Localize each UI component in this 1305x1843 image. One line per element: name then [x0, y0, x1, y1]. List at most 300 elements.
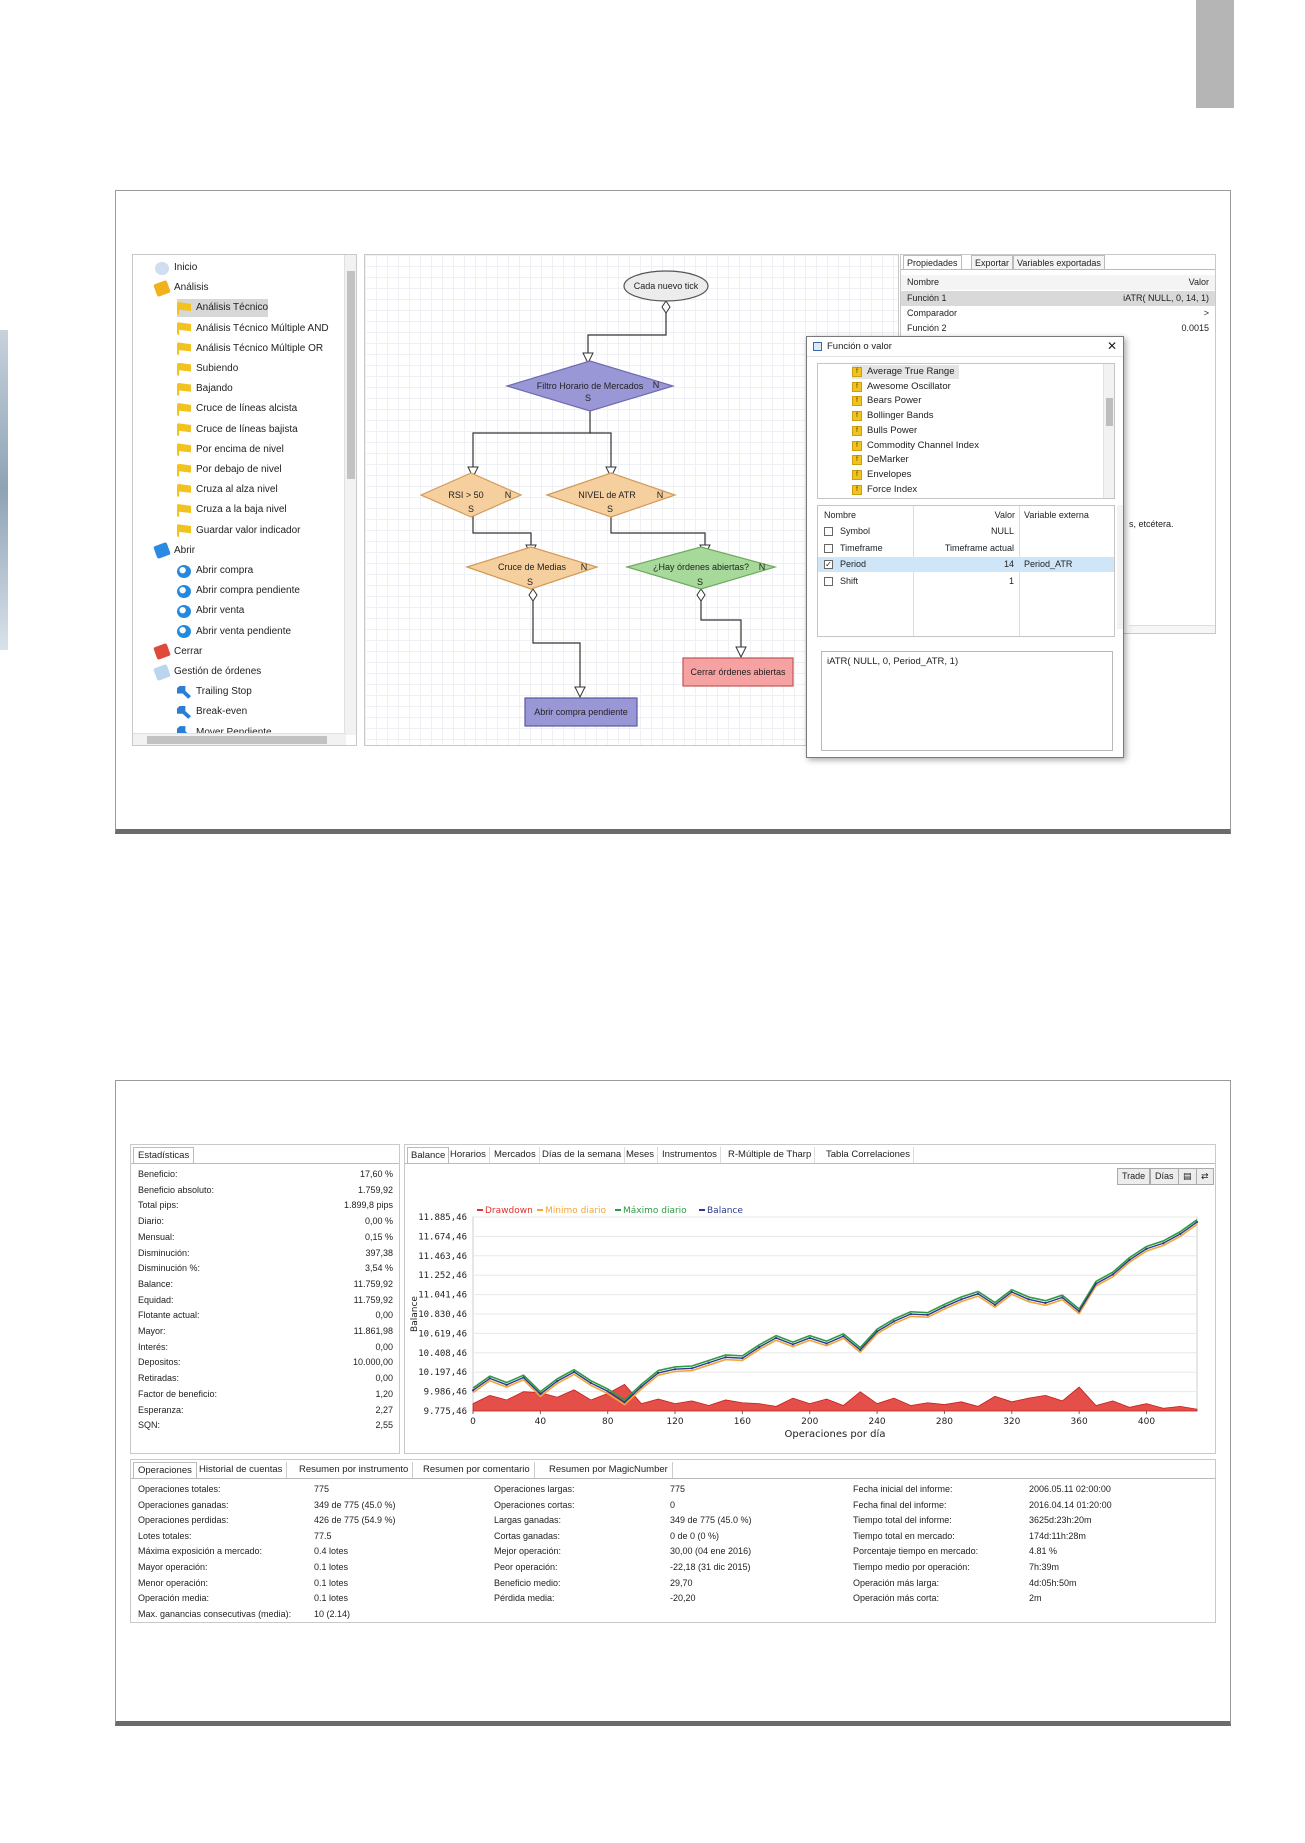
ops-label: Operaciones perdidas:: [138, 1515, 229, 1526]
balance-point: [960, 1298, 962, 1300]
tree-item[interactable]: [177, 340, 323, 358]
port-label-s: S: [606, 504, 613, 514]
stat-label: Mensual:: [138, 1231, 175, 1242]
balance-point: [640, 1386, 642, 1388]
tree-item-label: Guardar valor indicador: [196, 524, 301, 536]
function-icon: f: [852, 470, 862, 480]
ops-value: 775: [670, 1484, 686, 1494]
tree-item[interactable]: [155, 542, 195, 560]
ops-label: Operaciones cortas:: [494, 1499, 575, 1510]
flag-icon: [177, 322, 191, 335]
x-tick-label: 40: [534, 1417, 547, 1427]
balance-point: [539, 1393, 541, 1395]
wrench-icon: [177, 706, 191, 719]
balance-point: [573, 1371, 575, 1373]
tab-properties[interactable]: Propiedades: [903, 255, 962, 269]
ops-value: 349 de 775 (45.0 %): [670, 1515, 752, 1526]
function-icon: f: [852, 441, 862, 451]
flag-icon: [177, 342, 191, 355]
function-name: Force Index: [867, 483, 918, 495]
wrench-icon: [177, 686, 191, 699]
ops-value: 0.1 lotes: [314, 1593, 349, 1604]
stat-row: [138, 1324, 393, 1340]
x-tick-label: 120: [666, 1417, 684, 1427]
close-icon[interactable]: ✕: [1106, 339, 1117, 353]
ops-label: Operación más larga:: [853, 1577, 940, 1588]
stat-row: [138, 1277, 393, 1293]
stat-row: [138, 1261, 393, 1277]
ops-label: Max. ganancias consecutivas (media):: [138, 1608, 292, 1619]
start-node[interactable]: Cada nuevo tick: [633, 281, 699, 291]
balance-point: [859, 1349, 861, 1351]
tree-item[interactable]: [177, 703, 247, 721]
stat-value: 0,15 %: [364, 1231, 393, 1242]
tree-item-label: Análisis Técnico: [196, 302, 269, 314]
function-icon: f: [852, 367, 862, 377]
tab-chart-1[interactable]: Horarios: [447, 1147, 490, 1163]
ops-label: Lotes totales:: [138, 1530, 192, 1541]
tree-item[interactable]: [177, 400, 297, 418]
ops-value: 0.1 lotes: [314, 1562, 349, 1572]
stat-value: 11.759,92: [353, 1278, 393, 1289]
ops-label: Cortas ganadas:: [494, 1530, 561, 1541]
tree-item[interactable]: [155, 663, 261, 681]
function-name: DeMarker: [867, 454, 909, 466]
balance-point: [623, 1401, 625, 1403]
stat-label: Retiradas:: [138, 1373, 180, 1384]
port-label-n: N: [652, 380, 660, 390]
ops-value: 2m: [1029, 1593, 1042, 1604]
tab-statistics[interactable]: Estadísticas: [133, 1147, 194, 1163]
ops-value: 0 de 0 (0 %): [670, 1530, 720, 1541]
tree-item[interactable]: [177, 623, 291, 641]
tag-light-icon: [153, 663, 171, 680]
ops-value: 77.5: [314, 1530, 332, 1541]
ops-label: Menor operación:: [138, 1577, 209, 1588]
ops-label: Mayor operación:: [138, 1562, 208, 1572]
tab-chart-7[interactable]: Tabla Correlaciones: [823, 1147, 914, 1163]
balance-point: [994, 1304, 996, 1306]
balance-point: [876, 1330, 878, 1332]
legend-label: Balance: [707, 1206, 743, 1216]
balance-point: [556, 1380, 558, 1382]
tree-item[interactable]: [177, 299, 268, 317]
balance-point: [1162, 1242, 1164, 1244]
rsi-node[interactable]: RSI > 50: [448, 490, 484, 500]
tab-chart-3[interactable]: Días de la semana: [539, 1147, 625, 1163]
magnifier-icon: [177, 605, 191, 618]
y-tick-label: 9.986,46: [423, 1387, 467, 1398]
param-checkbox[interactable]: ✓: [825, 560, 832, 569]
balance-point: [1129, 1259, 1131, 1261]
tree-horizontal-scrollbar[interactable]: [133, 733, 346, 745]
tree-item[interactable]: [177, 461, 282, 479]
home-cloud-icon: [155, 262, 169, 275]
tree-item[interactable]: [155, 259, 197, 277]
tab-chart-4[interactable]: Meses: [623, 1147, 658, 1163]
stat-label: Balance:: [138, 1278, 174, 1289]
balance-point: [1011, 1291, 1013, 1293]
tree-item[interactable]: [177, 421, 298, 439]
open-buy-pending-node[interactable]: Abrir compra pendiente: [534, 707, 628, 717]
tree-item-label: Cruce de líneas alcista: [196, 403, 298, 415]
tree-vertical-scrollbar[interactable]: [344, 255, 356, 735]
param-checkbox[interactable]: [824, 544, 833, 553]
stat-row: [138, 1418, 393, 1434]
port-label-n: N: [758, 562, 766, 572]
magnifier-icon: [177, 625, 191, 638]
tab-operations-3[interactable]: Resumen por comentario: [419, 1462, 535, 1478]
legend-label: Drawdown: [485, 1206, 533, 1216]
magnifier-icon: [177, 585, 191, 598]
balance-point: [1061, 1296, 1063, 1298]
magnifier-icon: [177, 565, 191, 578]
balance-point: [758, 1346, 760, 1348]
balance-point: [1078, 1310, 1080, 1312]
function-name: Bollinger Bands: [867, 410, 934, 422]
function-value-dialog: [806, 336, 1124, 758]
tree-item[interactable]: [155, 643, 202, 661]
ops-label: Mejor operación:: [494, 1546, 562, 1557]
ops-value: 174d:11h:28m: [1029, 1530, 1086, 1541]
ops-value: 30,00 (04 ene 2016): [670, 1546, 752, 1557]
flag-icon: [177, 504, 191, 517]
expression-field[interactable]: iATR( NULL, 0, Period_ATR, 1): [821, 651, 1113, 751]
function-list-item[interactable]: [852, 483, 917, 497]
flag-icon: [177, 484, 191, 497]
function-list-item[interactable]: [852, 409, 934, 423]
tab-operations-0[interactable]: Operaciones: [133, 1462, 197, 1478]
page-edge-tab: [1196, 0, 1234, 108]
balance-point: [1028, 1298, 1030, 1300]
stat-value: 11.861,98: [353, 1326, 393, 1336]
balance-point: [657, 1372, 659, 1374]
blocks-tree: [132, 254, 357, 746]
balance-point: [506, 1384, 508, 1386]
x-tick-label: 320: [1003, 1417, 1021, 1427]
x-tick-label: 360: [1070, 1417, 1088, 1427]
ops-value: 349 de 775 (45.0 %): [314, 1499, 396, 1510]
stat-value: 0,00 %: [364, 1216, 393, 1227]
stat-value: 2,27: [375, 1404, 393, 1415]
ops-value: 3625d:23h:20m: [1029, 1515, 1092, 1526]
param-row[interactable]: [818, 557, 1114, 572]
flag-icon: [177, 443, 191, 456]
ops-value: 2006.05.11 02:00:00: [1029, 1484, 1111, 1494]
tree-item-label: Inicio: [174, 262, 198, 273]
balance-point: [522, 1376, 524, 1378]
trade-button[interactable]: Trade: [1117, 1168, 1150, 1185]
function-list-scrollbar[interactable]: [1103, 364, 1114, 498]
stat-row: [138, 1198, 393, 1214]
balance-point: [809, 1337, 811, 1339]
stat-value: 1,20: [375, 1388, 393, 1399]
balance-point: [1179, 1233, 1181, 1235]
ops-label: Largas ganadas:: [494, 1515, 562, 1526]
tree-item-label: Análisis: [174, 282, 209, 294]
balance-point: [741, 1357, 743, 1359]
balance-point: [927, 1314, 929, 1316]
ops-value: 4.81 %: [1029, 1546, 1058, 1557]
function-list-item[interactable]: [852, 439, 979, 453]
close-orders-node[interactable]: Cerrar órdenes abiertas: [690, 667, 786, 677]
function-name: Envelopes: [867, 468, 912, 480]
tree-item-label: Subiendo: [196, 363, 239, 374]
function-icon: f: [852, 426, 862, 436]
function-name: Awesome Oscillator: [867, 380, 951, 392]
function-list-item[interactable]: [852, 453, 909, 467]
flag-icon: [177, 302, 191, 315]
function-list-item[interactable]: [852, 394, 921, 408]
tree-item[interactable]: [177, 562, 253, 580]
tree-item[interactable]: [177, 501, 287, 519]
stat-label: Factor de beneficio:: [138, 1388, 218, 1399]
param-value: Timeframe actual: [944, 542, 1014, 553]
tab-chart-6[interactable]: R-Múltiple de Tharp: [725, 1147, 815, 1163]
stat-value: 1.899,8 pips: [343, 1200, 393, 1211]
tree-item-label: Abrir venta pendiente: [196, 625, 292, 637]
legend-label: Máximo diario: [623, 1206, 687, 1216]
tree-item[interactable]: [177, 320, 329, 338]
stat-label: Total pips:: [138, 1200, 179, 1211]
flag-icon: [177, 363, 191, 376]
param-external-variable: Period_ATR: [1024, 559, 1073, 569]
tree-item-label: Abrir compra: [196, 565, 254, 576]
ops-label: Operación media:: [138, 1593, 210, 1604]
tree-item[interactable]: [177, 683, 252, 701]
balance-point: [910, 1313, 912, 1315]
ops-value: 0: [670, 1499, 676, 1510]
port-label-n: N: [656, 490, 664, 500]
y-tick-label: 11.674,46: [418, 1232, 467, 1243]
x-axis-label: Operaciones por día: [784, 1429, 886, 1440]
tree-item[interactable]: [177, 380, 233, 398]
balance-point: [724, 1356, 726, 1358]
tree-item-label: Cruce de líneas bajista: [196, 423, 298, 435]
function-list-item[interactable]: [852, 380, 951, 394]
ops-label: Porcentaje tiempo en mercado:: [853, 1546, 979, 1557]
balance-point: [1044, 1302, 1046, 1304]
tree-item-label: Cerrar: [174, 645, 203, 657]
balance-point: [607, 1390, 609, 1392]
port-label-n: N: [504, 490, 512, 500]
dialog-title: Función o valor: [827, 341, 892, 352]
balance-point: [1095, 1283, 1097, 1285]
tree-item[interactable]: [177, 522, 301, 540]
ops-value: 2016.04.14 01:20:00: [1029, 1499, 1112, 1510]
flag-icon: [177, 383, 191, 396]
ops-label: Operación más corta:: [853, 1593, 940, 1604]
tab-chart-0[interactable]: Balance: [407, 1147, 449, 1163]
param-name: Timeframe: [840, 542, 883, 553]
balance-point: [590, 1382, 592, 1384]
port-label-s: S: [696, 577, 703, 587]
port-label-n: N: [580, 562, 588, 572]
function-icon: f: [852, 485, 862, 495]
param-row[interactable]: [818, 541, 1114, 556]
tree-item[interactable]: [177, 481, 278, 499]
stat-value: 3,54 %: [364, 1263, 393, 1274]
y-tick-label: 11.252,46: [418, 1271, 467, 1282]
param-name: Symbol: [840, 526, 871, 536]
y-axis-label: Balance: [410, 1296, 420, 1332]
operations-summary-panel: [130, 1459, 1216, 1623]
stat-row: [138, 1403, 393, 1419]
tab-exported-variables[interactable]: Variables exportadas: [1013, 255, 1105, 269]
ops-label: Operaciones totales:: [138, 1484, 221, 1494]
function-list: [817, 363, 1115, 499]
y-tick-label: 10.619,46: [418, 1329, 467, 1340]
ma-cross-node[interactable]: Cruce de Medias: [497, 562, 567, 572]
function-list-item[interactable]: [852, 468, 911, 482]
param-name: Shift: [840, 575, 859, 586]
stat-value: 2,55: [375, 1420, 393, 1431]
stat-row: [138, 1371, 393, 1387]
balance-point: [842, 1335, 844, 1337]
ops-label: Pérdida media:: [494, 1593, 555, 1604]
tree-item[interactable]: [177, 360, 238, 378]
window-icon: [813, 342, 822, 351]
balance-point: [775, 1337, 777, 1339]
tree-item[interactable]: [177, 602, 244, 620]
tree-item[interactable]: [177, 441, 284, 459]
param-checkbox[interactable]: [824, 527, 833, 536]
props-row[interactable]: Función 1 iATR( NULL, 0, 14, 1): [901, 291, 1216, 306]
y-tick-label: 10.197,46: [418, 1368, 467, 1379]
tree-item-label: Abrir compra pendiente: [196, 585, 300, 597]
stat-value: 17,60 %: [359, 1169, 393, 1179]
balance-point: [472, 1389, 474, 1391]
flag-icon: [177, 423, 191, 436]
stat-label: Flotante actual:: [138, 1310, 200, 1321]
stat-row: [138, 1340, 393, 1356]
refresh-icon[interactable]: ⇄: [1196, 1168, 1214, 1185]
ops-value: -22,18 (31 dic 2015): [670, 1562, 751, 1572]
ops-label: Peor operación:: [494, 1562, 558, 1572]
x-tick-label: 160: [733, 1417, 751, 1427]
function-list-item[interactable]: [852, 365, 959, 379]
tab-operations-2[interactable]: Resumen por instrumento: [295, 1462, 413, 1478]
ops-value: 29,70: [670, 1577, 693, 1588]
stat-label: Disminución:: [138, 1247, 190, 1258]
stat-row: [138, 1246, 393, 1262]
stat-value: 1.759,92: [357, 1184, 393, 1195]
stat-value: 10.000,00: [352, 1357, 393, 1368]
tree-item-label: Análisis Técnico Múltiple AND: [196, 322, 329, 334]
ops-label: Máxima exposición a mercado:: [138, 1546, 263, 1557]
stat-label: Mayor:: [138, 1326, 166, 1336]
function-list-item[interactable]: [852, 424, 917, 438]
ops-value: 426 de 775 (54.9 %): [314, 1515, 396, 1526]
function-icon: f: [852, 411, 862, 421]
param-name: Period: [840, 559, 867, 569]
open-orders-node[interactable]: ¿Hay órdenes abiertas?: [652, 562, 750, 572]
param-value: 14: [1003, 559, 1014, 569]
balance-point: [674, 1368, 676, 1370]
tree-item[interactable]: [155, 279, 208, 297]
balance-point: [943, 1306, 945, 1308]
stat-row: [138, 1387, 393, 1403]
balance-point: [893, 1320, 895, 1322]
ops-label: Operaciones largas:: [494, 1484, 575, 1494]
stat-label: Interés:: [138, 1341, 169, 1352]
y-tick-label: 11.885,46: [418, 1213, 467, 1223]
stat-row: [138, 1230, 393, 1246]
dialog-titlebar: [807, 337, 1124, 357]
grid-view-icon[interactable]: ▤: [1178, 1168, 1197, 1185]
tree-item-label: Trailing Stop: [196, 686, 252, 698]
days-button[interactable]: Días: [1150, 1168, 1179, 1185]
stat-row: [138, 1308, 393, 1324]
x-tick-label: 0: [470, 1417, 476, 1427]
balance-point: [825, 1342, 827, 1344]
tag-blue-icon: [153, 542, 171, 559]
market-hours-filter-node[interactable]: Filtro Horario de Mercados: [536, 381, 644, 391]
x-tick-label: 240: [868, 1417, 886, 1427]
param-checkbox[interactable]: [824, 577, 833, 586]
balance-point: [792, 1343, 794, 1345]
stat-row: [138, 1167, 393, 1183]
stat-value: 0,00: [375, 1373, 393, 1384]
function-name: Bears Power: [867, 395, 922, 407]
x-tick-label: 80: [601, 1417, 614, 1427]
balance-point: [691, 1367, 693, 1369]
balance-point: [489, 1377, 491, 1379]
y-tick-label: 10.408,46: [418, 1348, 467, 1359]
ops-label: Tiempo total en mercado:: [853, 1530, 955, 1541]
ops-label: Operaciones ganadas:: [138, 1499, 229, 1510]
tab-export[interactable]: Exportar: [971, 255, 1013, 269]
y-tick-label: 10.830,46: [418, 1310, 467, 1320]
balance-point: [977, 1293, 979, 1295]
balance-point: [1145, 1248, 1147, 1250]
props-row[interactable]: Función 2 0.0015: [907, 323, 1209, 333]
ops-value: 10 (2.14): [314, 1608, 351, 1619]
balance-chart: [405, 1185, 1216, 1453]
props-description: s, etcétera.: [1129, 519, 1174, 529]
stat-row: [138, 1293, 393, 1309]
tree-item-label: Abrir venta: [196, 605, 245, 617]
function-icon: f: [852, 382, 862, 392]
tab-operations-1[interactable]: Historial de cuentas: [195, 1462, 287, 1478]
function-name: Average True Range: [867, 366, 955, 377]
x-tick-label: 200: [801, 1417, 819, 1427]
tree-item[interactable]: [177, 582, 300, 600]
tree-item-label: Por encima de nivel: [196, 443, 284, 455]
tag-yellow-icon: [153, 280, 171, 297]
param-value: NULL: [990, 526, 1014, 536]
x-tick-label: 280: [935, 1417, 954, 1427]
port-label-s: S: [584, 393, 591, 403]
stat-value: 0,00: [375, 1341, 393, 1352]
tab-chart-5[interactable]: Instrumentos: [659, 1147, 721, 1163]
param-row[interactable]: [818, 524, 1114, 539]
tab-operations-4[interactable]: Resumen por MagicNumber: [545, 1462, 673, 1478]
props-row[interactable]: Comparador >: [907, 308, 1209, 318]
param-row[interactable]: [818, 574, 1114, 589]
function-name: Bulls Power: [867, 424, 918, 436]
tree-item-label: Abrir: [174, 544, 196, 556]
flag-icon: [177, 524, 191, 537]
tab-chart-2[interactable]: Mercados: [491, 1147, 540, 1163]
balance-point: [708, 1362, 710, 1364]
flag-icon: [177, 464, 191, 477]
ops-label: Tiempo medio por operación:: [853, 1562, 970, 1572]
atr-level-node[interactable]: NIVEL de ATR: [578, 490, 636, 500]
ops-value: 775: [314, 1484, 330, 1494]
stat-row: [138, 1355, 393, 1371]
stat-label: Equidad:: [138, 1294, 174, 1305]
